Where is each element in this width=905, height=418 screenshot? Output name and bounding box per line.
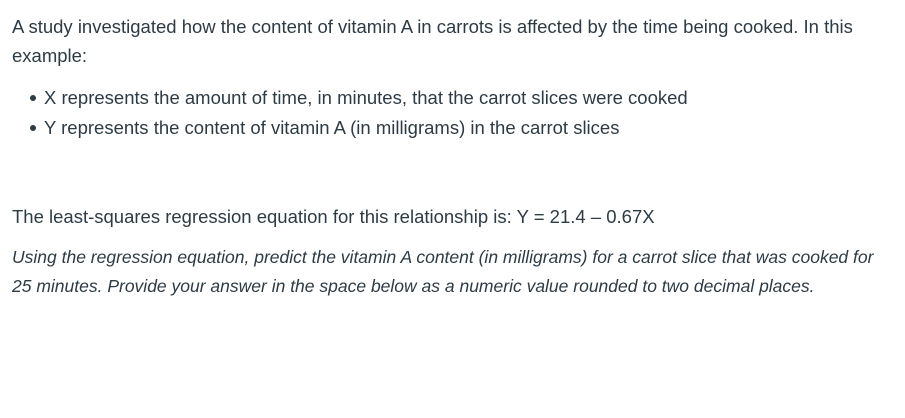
bullet-icon: [30, 95, 36, 101]
list-item: [30, 113, 893, 143]
variable-list: [12, 83, 893, 143]
list-item: [30, 83, 893, 113]
list-item-text: Y represents the content of vitamin A (in milligrams) in the carrot slices: [44, 117, 620, 138]
regression-equation: The least-squares regression equation for this relationship is: Y = 21.4 – 0.67X: [12, 206, 655, 227]
list-item-text: X represents the amount of time, in minutes, that the carrot slices were cooked: [44, 87, 688, 108]
question-prompt: Using the regression equation, predict the vitamin A content (in milligrams) for a carrot slice that was cooked for 25 minutes. Provide your answer in the space below as a numeric value rounded to two decimal places.: [12, 247, 874, 296]
bullet-icon: [30, 125, 36, 131]
intro-text: A study investigated how the content of vitamin A in carrots is affected by the time being cooked. In this example:: [12, 16, 853, 66]
